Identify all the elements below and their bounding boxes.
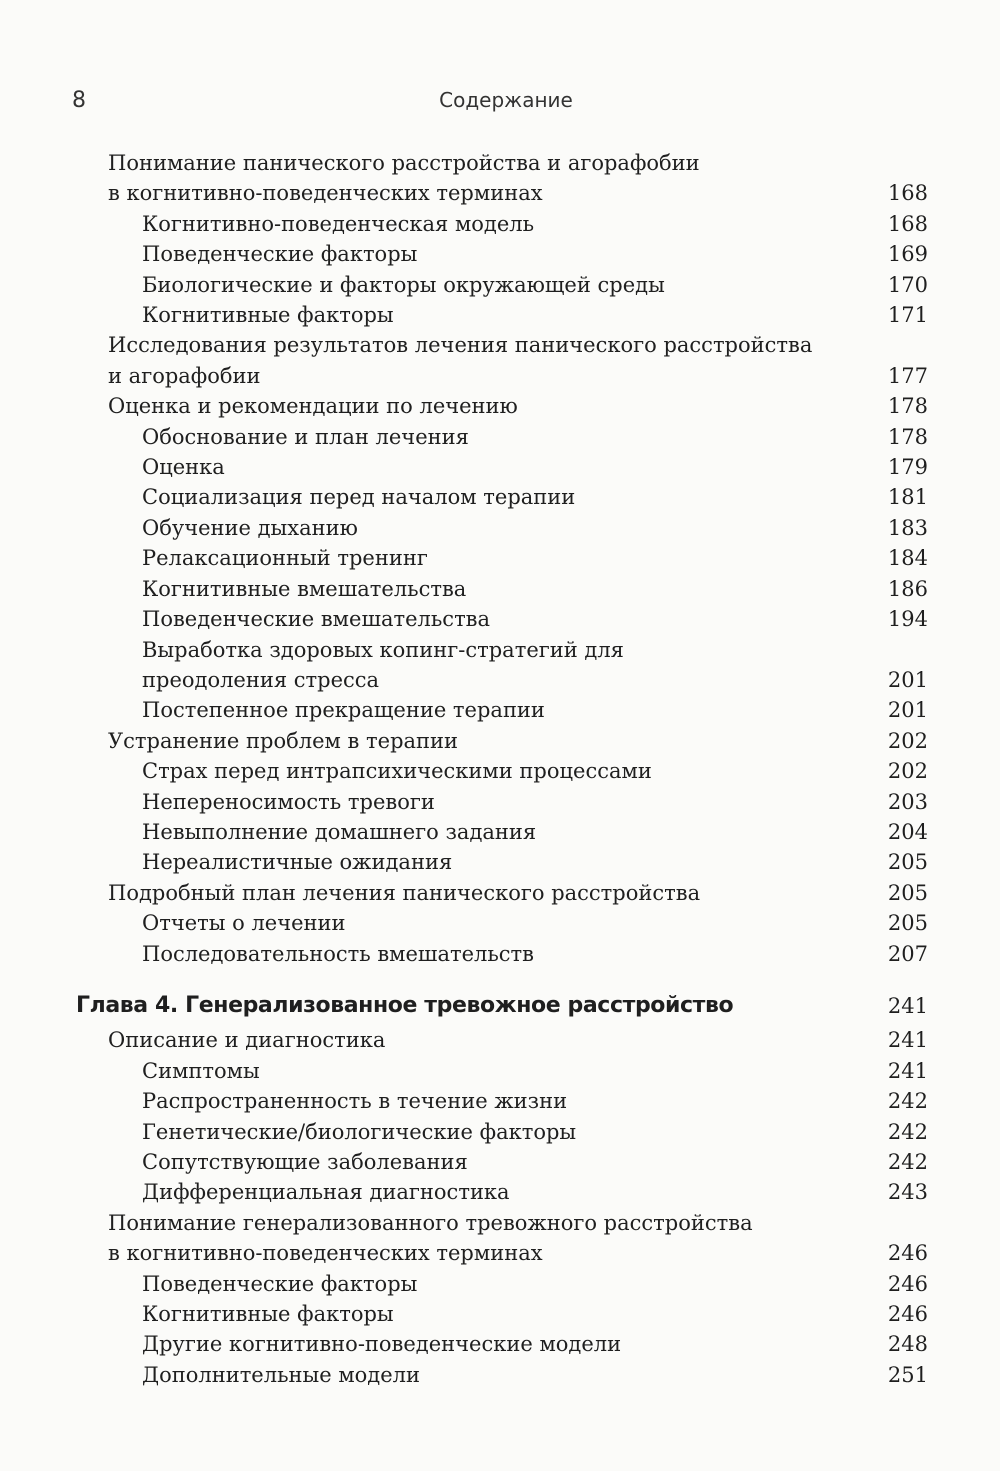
toc-subsection-entry: [0, 1269, 1000, 1299]
toc-entry-page: 205: [887, 911, 928, 936]
toc-entry-page: 168: [887, 181, 928, 206]
toc-chapter-heading: [0, 991, 1000, 1021]
toc-section-entry: [0, 1025, 1000, 1055]
toc-subsection-entry: [0, 543, 1000, 573]
toc-entry-title: Описание и диагностика: [108, 1028, 386, 1053]
toc-subsection-entry: [0, 939, 1000, 969]
page-number: 8: [72, 88, 86, 113]
toc-subsection-entry: [0, 1360, 1000, 1390]
toc-entry-title: Когнитивно-поведенческая модель: [142, 211, 535, 236]
toc-entry-title: Обоснование и план лечения: [142, 424, 469, 449]
toc-entry-page: 241: [887, 1058, 928, 1083]
toc-entry-page: 241: [887, 1028, 928, 1053]
toc-entry-title: Социализация перед началом терапии: [142, 485, 576, 510]
toc-entry-page: 183: [887, 515, 928, 540]
toc-entry-page: 207: [887, 941, 928, 966]
toc-subsection-entry: [0, 908, 1000, 938]
toc-subsection-entry: [0, 300, 1000, 330]
toc-entry-title: Нереалистичные ожидания: [142, 850, 453, 875]
toc-subsection-entry: [0, 1299, 1000, 1329]
toc-subsection-entry: [0, 1329, 1000, 1359]
toc-entry-page: 171: [887, 303, 928, 328]
toc-entry-title: Подробный план лечения панического расстройства: [108, 880, 701, 905]
toc-entry-page: 186: [887, 576, 928, 601]
toc-entry-title: Исследования результатов лечения панического расстройства и агорафобии: [108, 333, 813, 388]
toc-entry-page: 169: [887, 242, 928, 267]
toc-entry-page: 168: [887, 211, 928, 236]
toc-entry-page: 194: [887, 607, 928, 632]
toc-entry-title: Симптомы: [142, 1058, 260, 1083]
toc-entry-page: 170: [887, 272, 928, 297]
toc-entry-title: Понимание панического расстройства и агорафобии в когнитивно-поведенческих терминах: [108, 151, 700, 206]
toc-entry-title: Непереносимость тревоги: [142, 789, 435, 814]
toc-entry-title: Поведенческие факторы: [142, 242, 418, 267]
toc-entry-page: 203: [887, 789, 928, 814]
toc-subsection-entry: [0, 847, 1000, 877]
toc-subsection-entry: [0, 452, 1000, 482]
toc-subsection-entry: [0, 817, 1000, 847]
toc-section-entry: [0, 726, 1000, 756]
toc-entry-title: Выработка здоровых копинг-стратегий для преодоления стресса: [142, 637, 624, 692]
toc-subsection-entry: [0, 239, 1000, 269]
toc-entry-page: 184: [887, 546, 928, 571]
toc-entry-title: Дополнительные модели: [142, 1362, 420, 1387]
toc-entry-page: 202: [887, 759, 928, 784]
toc-entry-page: 179: [887, 455, 928, 480]
running-title: Содержание: [439, 88, 573, 112]
toc-entry-title: Постепенное прекращение терапии: [142, 698, 545, 723]
toc-section-entry: [0, 878, 1000, 908]
toc-entry-title: Глава 4. Генерализованное тревожное расстройство: [76, 992, 734, 1018]
toc-entry-page: 246: [887, 1241, 928, 1266]
toc-entry-title: Когнитивные факторы: [142, 303, 394, 328]
toc-section-entry: [0, 391, 1000, 421]
toc-entry-title: Релаксационный тренинг: [142, 546, 428, 571]
toc-entry-page: 178: [887, 424, 928, 449]
page-header: [0, 88, 1000, 122]
toc-subsection-entry: [0, 1086, 1000, 1116]
toc-entry-title: Поведенческие факторы: [142, 1271, 418, 1296]
toc-subsection-entry: [0, 574, 1000, 604]
toc-entry-page: 205: [887, 850, 928, 875]
toc-subsection-entry: [0, 1117, 1000, 1147]
toc-entry-title: Когнитивные вмешательства: [142, 576, 467, 601]
toc-subsection-entry: [0, 695, 1000, 725]
toc-entry-title: Когнитивные факторы: [142, 1302, 394, 1327]
toc-entry-title: Генетические/биологические факторы: [142, 1119, 577, 1144]
toc-entry-title: Невыполнение домашнего задания: [142, 819, 537, 844]
toc-subsection-entry: [0, 756, 1000, 786]
toc-entry-title: Страх перед интрапсихическими процессами: [142, 759, 652, 784]
toc-subsection-entry: [0, 604, 1000, 634]
toc-entry-title: Распространенность в течение жизни: [142, 1089, 568, 1114]
toc-section-entry: [0, 148, 1000, 209]
toc-entry-page: 202: [887, 728, 928, 753]
toc-section-entry: [0, 330, 1000, 391]
toc-entry-page: 204: [887, 819, 928, 844]
toc-entry-page: 251: [887, 1362, 928, 1387]
toc-subsection-entry: [0, 1056, 1000, 1086]
toc-entry-title: Отчеты о лечении: [142, 911, 346, 936]
toc-entry-page: 242: [887, 1150, 928, 1174]
toc-subsection-entry: [0, 209, 1000, 239]
toc-subsection-entry: [0, 482, 1000, 512]
toc-subsection-entry: [0, 422, 1000, 452]
toc-entry-page: 246: [887, 1302, 928, 1327]
toc-entry-title: Дифференциальная диагностика: [142, 1180, 510, 1205]
toc-section-entry: [0, 1208, 1000, 1269]
toc-entry-page: 241: [887, 993, 928, 1018]
toc-entry-title: Обучение дыханию: [142, 515, 358, 540]
toc-entry-title: Устранение проблем в терапии: [108, 728, 459, 753]
toc-entry-page: 201: [887, 667, 928, 692]
table-of-contents: [0, 148, 1000, 1390]
toc-subsection-entry: [0, 513, 1000, 543]
toc-subsection-entry: [0, 787, 1000, 817]
toc-subsection-entry: [0, 270, 1000, 300]
toc-entry-title: Сопутствующие заболевания: [142, 1150, 468, 1174]
toc-entry-page: 243: [887, 1180, 928, 1205]
toc-subsection-entry: [0, 1177, 1000, 1207]
toc-entry-page: 248: [887, 1332, 928, 1357]
toc-entry-title: Оценка и рекомендации по лечению: [108, 394, 518, 419]
toc-entry-page: 177: [887, 363, 928, 388]
toc-entry-page: 181: [887, 485, 928, 510]
toc-entry-title: Последовательность вмешательств: [142, 941, 534, 966]
toc-subsection-entry: [0, 1147, 1000, 1177]
toc-entry-title: Биологические и факторы окружающей среды: [142, 272, 665, 297]
toc-entry-page: 242: [887, 1089, 928, 1114]
toc-entry-title: Поведенческие вмешательства: [142, 607, 491, 632]
toc-entry-page: 205: [887, 880, 928, 905]
toc-entry-title: Другие когнитивно-поведенческие модели: [142, 1332, 622, 1357]
toc-subsection-entry: [0, 635, 1000, 696]
toc-entry-page: 246: [887, 1271, 928, 1296]
toc-entry-page: 242: [887, 1119, 928, 1144]
toc-entry-page: 178: [887, 394, 928, 419]
toc-entry-title: Понимание генерализованного тревожного расстройства в когнитивно-поведенческих терминах: [108, 1210, 753, 1266]
toc-entry-title: Оценка: [142, 455, 225, 480]
toc-entry-page: 201: [887, 698, 928, 723]
